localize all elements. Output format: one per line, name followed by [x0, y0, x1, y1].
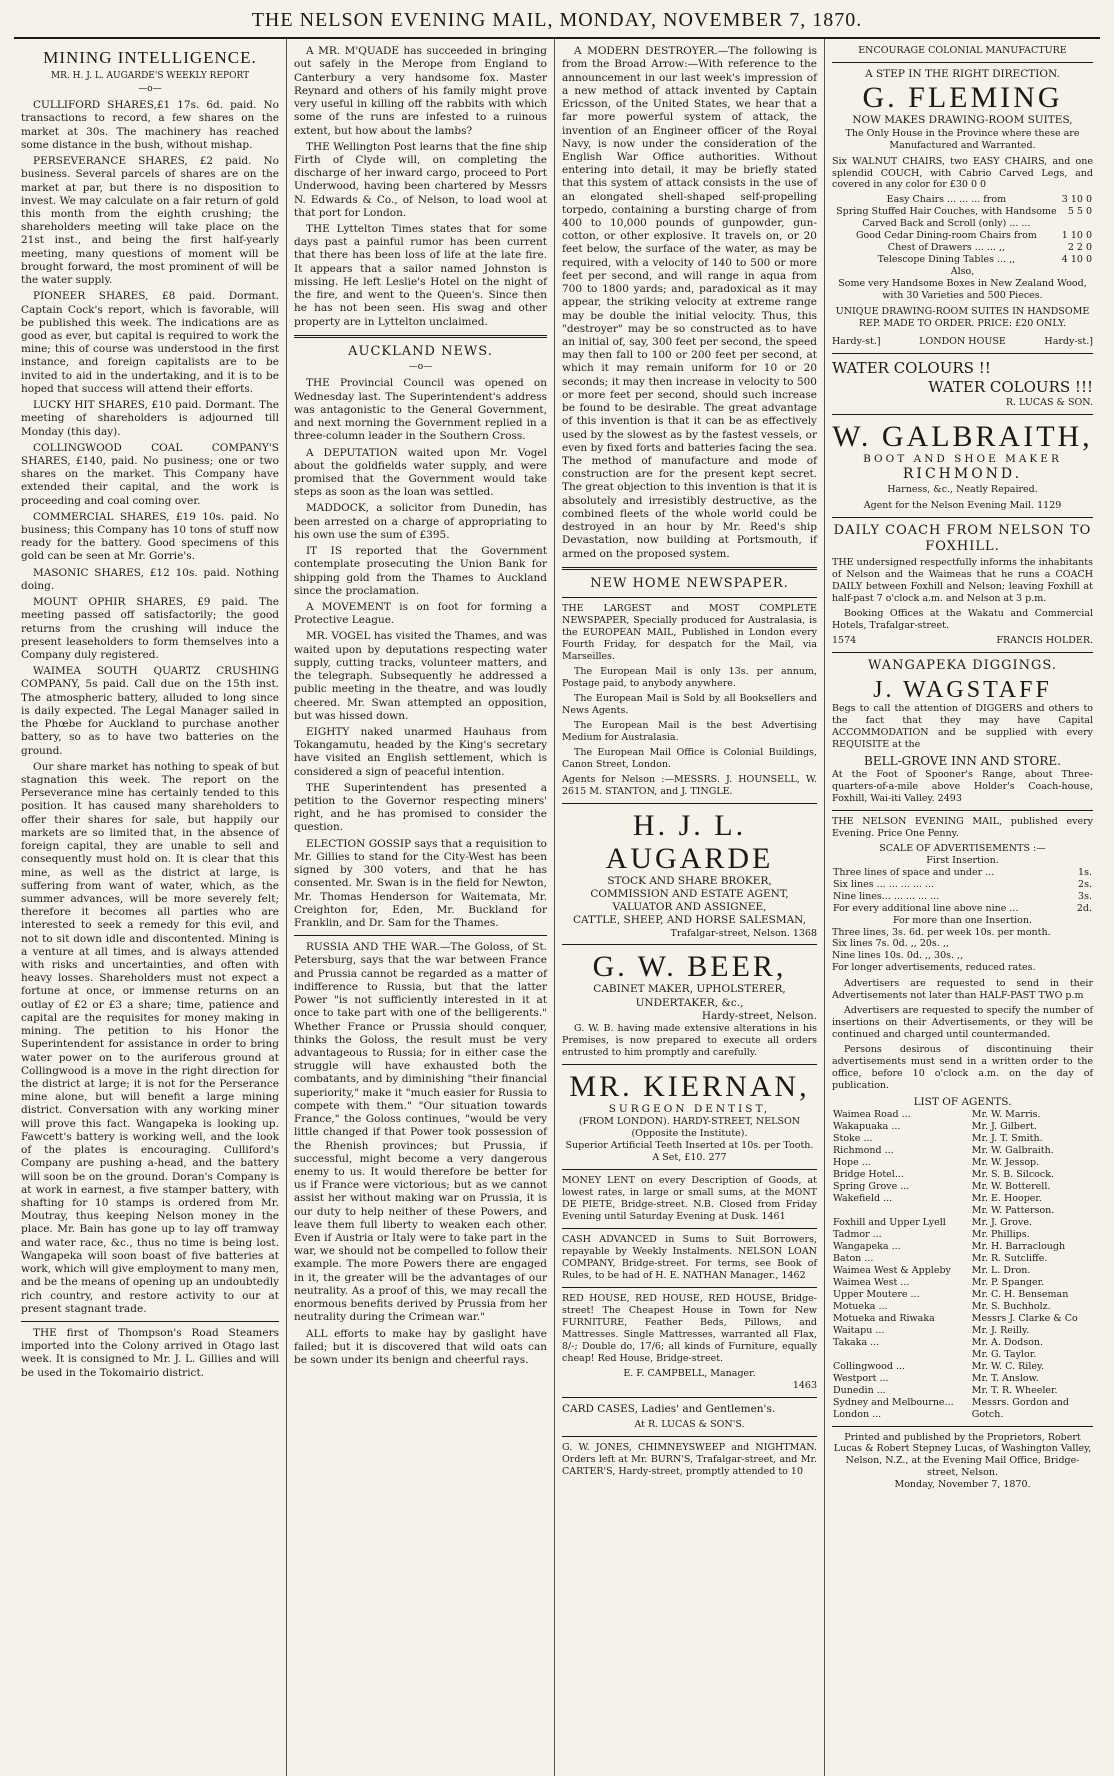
agent-row — [832, 1373, 1093, 1385]
cash-advanced-ad: CASH ADVANCED in Sums to Suit Borrowers, repayable by Weekly Instalments. NELSON LOAN COMPANY, Bridge-street. For terms, see Book of Rules, to be had of H. E. NATHAN Manager., 1462 — [562, 1234, 817, 1281]
column-1 — [14, 39, 286, 1776]
agent-place: Upper Moutere ... — [833, 1288, 920, 1300]
auckland-paragraph: A MOVEMENT is on foot for forming a Protective League. — [294, 600, 547, 627]
mining-paragraph: COMMERCIAL SHARES, £19 10s. paid. No business; this Company has 10 tons of stuff now ready for the battery. Good specimens of this gold can be seen at Mr. Gorrie's. — [21, 510, 279, 563]
agent-place: Motueka ... — [833, 1300, 888, 1312]
agent-name: Mr. T. R. Wheeler. — [971, 1384, 1058, 1396]
mining-paragraph: LUCKY HIT SHARES, £10 paid. Dormant. The meeting of shareholders is adjourned till Monday (this day). — [21, 399, 279, 438]
agent-row — [832, 1301, 1093, 1313]
divider-rule — [562, 1169, 817, 1170]
agent-place: Waitapu ... — [833, 1324, 885, 1336]
price-row: Good Cedar Dining-room Chairs from 1 10 0 — [855, 230, 1092, 242]
divider-rule — [832, 414, 1093, 415]
agent-row — [832, 1385, 1093, 1397]
agent-row — [832, 1313, 1093, 1325]
agent-name: Mr. H. Barraclough — [971, 1240, 1066, 1252]
steamer-paragraph: THE first of Thompson's Road Steamers imported into the Colony arrived in Otago last week. It is consigned to Mr. J. L. Gillies and will be used in the Tokomairio district. — [21, 1326, 279, 1379]
agent-place: Richmond ... — [833, 1145, 894, 1157]
mining-paragraph: MOUNT OPHIR SHARES, £9 paid. The meeting passed off satisfactorily; the good returns from the crushing will induce the present leaseholders to form themselves into a Company duly registered. — [21, 596, 279, 661]
mining-subheading: MR. H. J. L. AUGARDE'S WEEKLY REPORT — [50, 70, 250, 81]
auckland-paragraph: MADDOCK, a solicitor from Dunedin, has been arrested on a charge of appropriating to his own use the sum of £395. — [294, 502, 547, 541]
agents-list: LIST OF AGENTS. Waimea Road ... Mr. W. Marris. Wakapuaka ... Mr. J. Gilbert. Stoke ... Mr. J. T. Smith. Richmond ... Mr. W. Galbraith. Hope ... Mr. W. Jessop. Bridge Hotel... Mr. S. B. Silcock. Spring Grove ... Mr. W. Botterell. Wakefield ... Mr. E. Hooper. Mr. W. Patterson. Foxhill and Upper Lyell Mr. J. Grove. Tadmor ... Mr. Phillips. Wangapeka ... Mr. H. Barraclough Baton ... Mr. R. Sutcliffe. Waimea West & Appleby Mr. L. Dron. Waimea West ... Mr. P. Spanger. Upper Moutere ... Mr. C. H. Benseman Motueka ... Mr. S. Buchholz. Motueka and Riwaka Messrs J. Clarke & Co Waitapu ... Mr. J. Reilly. Takaka ... Mr. A. Dodson. Mr. G. Taylor. Collingwood ... Mr. W. C. Riley. Westport ... Mr. T. Anslow. Dunedin ... Mr. T. R. Wheeler. Sydney and Melbourne... Messrs. Gordon and London ... Gotch. — [832, 1096, 1093, 1420]
divider-rule — [562, 1287, 817, 1288]
divider-rule — [832, 62, 1093, 63]
red-house-ad: RED HOUSE, RED HOUSE, RED HOUSE, Bridge-street! The Cheapest House in Town for New FURNITURE, Feather Beds, Pillows, and Mattresses. Single Mattresses, warranted all Flax, 8/-; Double do, 17/6; all kinds of Furniture, equally cheap! Red House, Bridge-street. E. F. CAMPBELL, Manager. 1463 — [562, 1292, 817, 1391]
agent-place: Foxhill and Upper Lyell — [833, 1217, 946, 1229]
news-paragraph: THE Wellington Post learns that the fine ship Firth of Clyde will, on completing the discharge of her inward cargo, proceed to Port Underwood, having been chartered by Messrs N. Edwards & Co., of Nelson, to load wool at that port for London. — [294, 140, 547, 219]
mining-paragraph: CULLIFORD SHARES,£1 17s. 6d. paid. No transactions to record, a few shares on the market at 30s. The machinery has reached some distance in the bush, without mishap. — [21, 99, 279, 151]
scale-of-advertisements: THE NELSON EVENING MAIL, published every Evening. Price One Penny. SCALE OF ADVERTISEMENTS :— First Insertion. Three lines of space and under ... 1s. Six lines ... ... ... ... ... 2s. Nine lines... ... ... ... ... 3s. For every additional line above nine ... 2d. For more than one Insertion. Three lines, 3s. 6d. per week 10s. per month. Six lines 7s. 0d. ,, 20s. ,, Nine lines 10s. 0d. ,, 30s. ,, For longer advertisements, reduced rates. Advertisers are requested to send in their Advertisements not later than HALF-PAST TWO p.m Advertisers are requested to specify the number of insertions on their Advertisements, or they will be continued and charged until countermanded. Persons desirous of discontinuing their advertisements must send in a written order to the office, before 10 o'clock a.m. on the day of publication. — [832, 815, 1093, 1092]
divider-rule — [562, 1397, 817, 1398]
agent-name: Mr. P. Spanger. — [971, 1276, 1045, 1288]
divider-rule — [832, 1426, 1093, 1427]
mining-divider: —o— — [138, 83, 162, 94]
divider-rule — [21, 1321, 279, 1322]
agent-place: Wangapeka ... — [833, 1240, 901, 1252]
agent-row — [832, 1229, 1093, 1241]
divider-rule — [294, 335, 547, 338]
agent-place: Wakapuaka ... — [833, 1121, 901, 1133]
column-3 — [554, 39, 824, 1776]
auckland-paragraph: THE Provincial Council was opened on Wednesday last. The Superintendent's address was antagonistic to the General Government, and next morning the Government replied in a three-column leader in the Southern Cross. — [294, 377, 547, 443]
masthead: THE NELSON EVENING MAIL, MONDAY, NOVEMBER 7, 1870. — [14, 8, 1100, 39]
agent-row — [832, 1145, 1093, 1157]
divider-rule — [562, 944, 817, 945]
agent-name: Messrs. Gordon and — [971, 1396, 1069, 1408]
price-row: Chest of Drawers ... ... ,, 2 2 0 — [887, 242, 1092, 254]
coach-ad: DAILY COACH FROM NELSON TO FOXHILL. THE undersigned respectfully informs the inhabitants of Nelson and the Waimeas that he runs a COACH DAILY between Foxhill and Nelson; leaving Foxhill at half-past 7 o'clock a.m. and Nelson at 3 p.m. Booking Offices at the Wakatu and Commercial Hotels, Trafalgar-street. 1574 FRANCIS HOLDER. — [832, 522, 1093, 647]
agent-name: Mr. L. Dron. — [971, 1264, 1031, 1276]
agent-row — [832, 1349, 1093, 1361]
newspaper-heading: NEW HOME NEWSPAPER. — [590, 575, 789, 591]
first-insertion-table: Three lines of space and under ... 1s. Six lines ... ... ... ... ... 2s. Nine lines... ... ... ... ... 3s. For every additional line above nine ... 2d. — [833, 866, 1092, 914]
auckland-paragraph: ELECTION GOSSIP says that a requisition to Mr. Gillies to stand for the City-West has been signed by 300 voters, and that he has consented. Mr. Swan is in the field for Newton, Mr. Thomas Henderson for Waitemata, Mr. Creighton for, Eden, Mr. Buckland for Franklin, and Dr. Sam for the Thames. — [294, 837, 547, 930]
agent-place: London ... — [833, 1408, 882, 1420]
agent-row — [832, 1169, 1093, 1181]
divider-rule — [562, 1436, 817, 1437]
agent-row — [832, 1217, 1093, 1229]
agent-name: Mr. E. Hooper. — [971, 1193, 1042, 1205]
agent-name: Mr. W. Patterson. — [971, 1205, 1055, 1217]
mining-paragraph: Our share market has nothing to speak of but stagnation this week. The report on the Perseverance mine has certainly tended to this position. It has caused many shareholders to offer their shares for sale, but happily our markets are so limited that, in the absence of foreign capital, they are unable to sell and consequently must hold on. It is clear that this mine, as well as the district at large, is suffering from want of water, which, as the summer advances, will be more severely felt; therefore it becomes all parties who are interested to seek a remedy for this evil, and not to sit down idle and discontented. Mining is a venture at all times, and is always attended with risks and uncertainties, and often with heavy losses. Shareholders must not expect a fortune at once, or immense returns on an outlay of £2 or £3 a share; time, patience and capital are the requisites for money making in mining. The petition to his Honor the Superintendent for assistance in order to bring water power on to the auriferous ground at Collingwood is a move in the right direction for the district at large; it is not for the Perserance mine alone, but will benefit a large mining district. Conversation with any working miner will prove this fact. Wangapeka is looking up. Fawcett's battery is working well, and the look of the plates is encouraging. Culliford's Company are pushing a-head, and the battery will soon be on the ground. Doran's Company is at work in earnest, a five stamper battery, with shafting for 10 stamps is ordered from Mr. Moutray, thus keeping Nelson money in the place. Mr. Bain has gone up to lay off tramway and water race, &c., thus no time is being lost. Wangapeka will soon boast of five batteries at work, which will give employment to many men, and be the means of opening up an undoubtedly rich country, and restore activity to our at present stagnant trade. — [21, 760, 279, 1315]
agent-place: Hope ... — [833, 1157, 871, 1169]
agents-table — [832, 1109, 1093, 1420]
divider-rule — [294, 935, 547, 936]
agent-name: Mr. W. C. Riley. — [971, 1360, 1045, 1372]
agent-name: Mr. S. Buchholz. — [971, 1300, 1051, 1312]
fleming-ad: A STEP IN THE RIGHT DIRECTION. G. FLEMING NOW MAKES DRAWING-ROOM SUITES, The Only House in the Province where these are Manufactured and Warranted. Six WALNUT CHAIRS, two EASY CHAIRS, and one splendid COUCH, with Cabrio Carved Legs, and covered in any color for £30 0 0 Easy Chairs ... ... ... from 3 10 0 Spring Stuffed Hair Couches, with Handsome Carved Back and Scroll (only) ... ... 5 5 0 Good Cedar Dining-room Chairs from 1 10 0 Chest of Drawers ... ... ,, 2 2 0 Telescope Dining Tables ... ,, 4 10 0 Also, Some very Handsome Boxes in New Zealand Wood, with 30 Varieties and 500 Pieces. UNIQUE DRAWING-ROOM SUITES IN HANDSOME REP. MADE TO ORDER. PRICE: £20 ONLY. Hardy-st.] LONDON HOUSE Hardy-st.] — [832, 68, 1093, 348]
agent-row — [832, 1397, 1093, 1409]
mining-paragraph: PIONEER SHARES, £8 paid. Dormant. Captain Cock's report, which is favorable, will be published this week. The indications are as good as ever, but capital is required to work the mine; this of course was understood in the first instance, and foreign capitalists are to be invited to aid in the undertaking, and it is to be hoped that success will attend their efforts. — [21, 290, 279, 395]
agent-row — [832, 1193, 1093, 1205]
agent-row — [832, 1265, 1093, 1277]
agent-row — [832, 1205, 1093, 1217]
mining-paragraph: COLLINGWOOD COAL COMPANY'S SHARES, £140, paid. No pusiness; one or two shares on the market. This Company have extended their capital, and the work is proceeding and coal coming over. — [21, 441, 279, 507]
agent-row — [832, 1337, 1093, 1349]
agent-name: Mr. A. Dodson. — [971, 1336, 1044, 1348]
agent-place: Stoke ... — [833, 1133, 873, 1145]
divider-rule — [832, 652, 1093, 653]
wangapeka-ad: WANGAPEKA DIGGINGS. J. WAGSTAFF Begs to call the attention of DIGGERS and others to the fact that they may have Capital ACCOMMODATION and be supplied with every REQUISITE at the BELL-GROVE INN AND STORE. At the Foot of Spooner's Range, about Three-quarters-of-a-mile above Holder's Coach-house, Foxhill, Wai-iti Valley. 2493 — [832, 658, 1093, 804]
gaslight-paragraph: ALL efforts to make hay by gaslight have failed; but it is discovered that wild oats can be sown under its benign and cheerful rays. — [294, 1327, 547, 1367]
agent-place: Spring Grove ... — [833, 1181, 910, 1193]
agent-place: Bridge Hotel... — [833, 1169, 904, 1181]
auckland-divider: —o— — [408, 362, 433, 373]
agent-row — [832, 1289, 1093, 1301]
agent-place: Waimea West ... — [833, 1276, 910, 1288]
agent-place: Motueka and Riwaka — [833, 1312, 935, 1324]
mining-heading: MINING INTELLIGENCE. — [43, 48, 257, 68]
auckland-paragraph: A DEPUTATION waited upon Mr. Vogel about the goldfields water supply, and were promised that the Government would take steps as soon as the loan was settled. — [294, 446, 547, 499]
price-row: Spring Stuffed Hair Couches, with Handsome Carved Back and Scroll (only) ... ... 5 5 0 — [836, 206, 1092, 230]
agent-place: Collingwood ... — [833, 1360, 906, 1372]
auckland-heading: AUCKLAND NEWS. — [348, 343, 493, 359]
agent-place: Dunedin ... — [833, 1384, 886, 1396]
divider-rule — [562, 1064, 817, 1065]
agent-name: Mr. W. Marris. — [971, 1109, 1041, 1121]
agent-name: Mr. R. Sutcliffe. — [971, 1252, 1048, 1264]
auckland-paragraph: EIGHTY naked unarmed Hauhaus from Tokangamutu, headed by the King's secretary have visited an English settlement, which is considered a sign of peaceful intention. — [294, 725, 547, 778]
agent-name: Mr. W. Galbraith. — [971, 1145, 1054, 1157]
agent-name: Mr. Phillips. — [971, 1229, 1030, 1240]
destroyer-paragraph: A MODERN DESTROYER.—The following is from the Broad Arrow:—With reference to the announcement in our last week's impression of a new method of attack invented by Captain Ericsson, of the United States, we hear that a far more powerful system of attack, the invention of an Engineer officer of the Royal Navy, is now under the consideration of the English War Office authorities. Without entering into detail, it may be briefly stated that this system of attack consists in the use of an elongated shell-shaped self-propelling torpedo, containing a bursting charge of from 400 to 10,000 pounds of gunpowder, gun-cotton, or other explosive. It travels on, or 20 feet below, the surface of the water, as may be required, with a velocity of 140 to 500 or more feet per second, and will range in aqua from 700 to 1800 yards; and, paradoxical as it may appear, the striking velocity at extreme range may be double the initial velocity. Thus, this "destroyer" may be so constructed as to have an initial of, say, 300 feet per second, the speed may then fall to 100 or 200 feet per second, at which it may remain uniform for 10 or 20 seconds; it may then increase in velocity to 500 or more feet per second, should such increase be found to be desirable. The great advantage of this invention is that it can be as effectively used by the slowest as by the fastest vessels, or even by fixed forts and batteries facing the sea. The method of manufacture and mode of construction are for the present kept secret. The great objection to this invention is that it is absolutely and irresistibly destructive, as the combined fleets of the whole world could be destroyed in an hour by Mr. Reed's ship Devastation, now building at Portsmouth, if armed on the proposed system. — [562, 45, 817, 560]
news-paragraph: THE Lyttelton Times states that for some days past a painful rumor has been current that there has been loss of life at the late fire. It appears that a sailor named Johnston is missing. He left Leslie's Hotel on the night of the fire, and went to the Queen's. Since then he has not been seen. His swag and other property are in Lyttelton unclaimed. — [294, 223, 547, 328]
agent-place: Baton ... — [833, 1252, 874, 1264]
divider-rule — [562, 567, 817, 570]
chimneysweep-ad: G. W. JONES, CHIMNEYSWEEP and NIGHTMAN. Orders left at Mr. BURN'S, Trafalgar-street, and Mr. CARTER'S, Hardy-street, promptly attended to 10 — [562, 1441, 817, 1477]
agent-row — [832, 1409, 1093, 1421]
price-row: Telescope Dining Tables ... ,, 4 10 0 — [877, 254, 1092, 266]
imprint: Printed and published by the Proprietors, Robert Lucas & Robert Stepney Lucas, of Washington Valley, Nelson, N.Z., at the Evening Mail Office, Bridge-street, Nelson. Monday, November 7, 1870. — [833, 1431, 1092, 1491]
russia-paragraph: RUSSIA AND THE WAR.—The Goloss, of St. Petersburg, says that the war between France and Prussia cannot be regarded as a matter of indifference to Russia, but that the latter Power "is not sufficiently interested in it at once to take part with one of the belligerents." Whether France or Prussia should conquer, thinks the Goloss, the result must be very advantageous to Russia; for in either case the struggle will have exhausted both the combatants, and by diminishing "their financial superiority," make it "much easier for Russia to compete with them." "Our situation towards France," the Goloss continues, "would be very little changed if that Power took possession of the Rhenish provinces; but Prussia, if successful, might become a very dangerous enemy to us. It would therefore be better for us if France were victorious; but as we cannot assist her without making war on Prussia, it is our duty to help neither of these Powers, and leave them full liberty to weaken each other. Even if Austria or Italy were to take part in the war, we should not be compelled to follow their example. The more Powers there are engaged in it, the greater will be the advantages of our neutrality. As a proof of this, we may recall the enormous benefits derived by Prussia from her neutrality during the Crimean war." — [294, 941, 547, 1324]
agent-row — [832, 1109, 1093, 1121]
agent-row — [832, 1133, 1093, 1145]
agent-place: Westport ... — [833, 1372, 889, 1384]
agent-name: Mr. G. Taylor. — [971, 1348, 1037, 1360]
mining-paragraph: MASONIC SHARES, £12 10s. paid. Nothing doing. — [21, 566, 279, 592]
card-cases-ad: CARD CASES, Ladies' and Gentlemen's. At R. LUCAS & SON'S. — [562, 1402, 776, 1430]
agent-row — [832, 1121, 1093, 1133]
mining-paragraph: WAIMEA SOUTH QUARTZ CRUSHING COMPANY, 5s paid. Call due on the 15th inst. The atmospheric battery, alluded to long since is daily expected. The Legal Manager sailed in the Phœbe for Auckland to purchase another battery, so as to have two batteries on the ground. — [21, 665, 279, 757]
column-4 — [824, 39, 1100, 1776]
divider-rule — [832, 810, 1093, 811]
agent-place: Wakefield ... — [833, 1193, 893, 1205]
agent-name: Mr. J. Reilly. — [971, 1324, 1030, 1336]
kiernan-ad: MR. KIERNAN, SURGEON DENTIST, (FROM LONDON). HARDY-STREET, NELSON (Opposite the Institute). Superior Artificial Teeth Inserted at 10s. per Tooth. A Set, £10. 277 — [565, 1070, 814, 1164]
agent-name: Gotch. — [971, 1408, 1004, 1420]
european-mail-ad: THE LARGEST and MOST COMPLETE NEWSPAPER, Specially produced for Australasia, is the EUROPEAN MAIL, Published in London every Fourth Friday, for despatch for the Mail, via Marseilles. The European Mail is only 13s. per annum, Postage paid, to anybody anywhere. The European Mail is Sold by all Booksellers and News Agents. The European Mail is the best Advertising Medium for Australasia. The European Mail Office is Colonial Buildings, Canon Street, London. Agents for Nelson :—MESSRS. J. HOUNSELL, W. 2615 M. STANTON, and J. TINGLE. — [562, 603, 817, 797]
agent-place — [832, 1205, 971, 1217]
auckland-paragraph: MR. VOGEL has visited the Thames, and was waited upon by deputations respecting water supply, cutting tracks, volunteer matters, and the telegraph. Subsequently he addressed a public meeting in the theatre, and was loudly cheered. Mr. Swan attempted an opposition, but was hissed down. — [294, 630, 547, 722]
divider-rule — [832, 517, 1093, 518]
news-paragraph: A MR. M'QUADE has succeeded in bringing out safely in the Merope from England to Canterbury a very handsome fox. Master Reynard and others of his family might prove very useful in killing off the rabbits with which some of the runs are infested to a ruinous extent, but how about the lambs? — [294, 45, 547, 137]
agent-name: Mr. W. Jessop. — [971, 1157, 1040, 1169]
agent-row — [832, 1361, 1093, 1373]
agent-place — [832, 1349, 971, 1361]
agent-name: Mr. T. Anslow. — [971, 1372, 1039, 1384]
agent-name: Messrs J. Clarke & Co — [971, 1312, 1078, 1324]
mining-paragraph: PERSEVERANCE SHARES, £2 paid. No business. Several parcels of shares are on the market at par, but there is no disposition to invest. We may calculate on a fair return of gold this month from the eighth crushing; the shareholders meeting will take place on the 21st inst., and being the first half-yearly meeting, many questions of moment will be brought forward, the most prominent of will be the water supply. — [21, 155, 279, 287]
agent-row — [832, 1277, 1093, 1289]
agent-place: Waimea Road ... — [833, 1109, 911, 1121]
columns — [14, 39, 1100, 1776]
price-row: Easy Chairs ... ... ... from 3 10 0 — [886, 194, 1092, 206]
auckland-paragraph: IT IS reported that the Government contemplate prosecuting the Union Bank for shipping gold from the Thames to Auckland since the proclamation. — [294, 545, 547, 597]
agent-row — [832, 1253, 1093, 1265]
agent-row — [832, 1241, 1093, 1253]
water-colours-ad: WATER COLOURS !! WATER COLOURS !!! R. LUCAS & SON. — [832, 359, 1093, 408]
agent-place: Tadmor ... — [833, 1229, 882, 1240]
divider-rule — [832, 353, 1093, 354]
agent-name: Mr. C. H. Benseman — [971, 1288, 1069, 1300]
encourage-banner: ENCOURAGE COLONIAL MANUFACTURE — [858, 45, 1067, 57]
agent-name: Mr. J. Grove. — [971, 1217, 1032, 1229]
beer-ad: G. W. BEER, CABINET MAKER, UPHOLSTERER, UNDERTAKER, &c., Hardy-street, Nelson. G. W. B. having made extensive alterations in his Premises, is now prepared to execute all orders entrusted to him promptly and carefully. — [562, 950, 817, 1059]
agent-name: Mr. J. T. Smith. — [971, 1133, 1043, 1145]
london-house-line: Hardy-st.] LONDON HOUSE Hardy-st.] — [832, 336, 1093, 348]
agent-row — [832, 1325, 1093, 1337]
agent-place: Waimea West & Appleby — [833, 1264, 951, 1276]
agent-row — [832, 1157, 1093, 1169]
money-lent-ad: MONEY LENT on every Description of Goods, at lowest rates, in large or small sums, at the MONT DE PIETE, Bridge-street. N.B. Closed from Friday Evening until Saturday Evening at Dusk. 1461 — [562, 1175, 817, 1223]
augarde-ad: H. J. L. AUGARDE STOCK AND SHARE BROKER, COMMISSION AND ESTATE AGENT, VALUATOR AND ASSIGNEE, CATTLE, SHEEP, AND HORSE SALESMAN, Trafalgar-street, Nelson. 1368 — [572, 808, 817, 939]
divider-rule — [562, 803, 817, 804]
agent-name: Mr. S. B. Silcock. — [971, 1169, 1054, 1181]
auckland-paragraph: THE Superintendent has presented a petition to the Governor respecting miners' right, and he has promised to consider the question. — [294, 781, 547, 834]
galbraith-ad: W. GALBRAITH, BOOT AND SHOE MAKER RICHMOND. Harness, &c., Neatly Repaired. Agent for the Nelson Evening Mail. 1129 — [832, 419, 1093, 511]
agent-name: Mr. W. Botterell. — [971, 1181, 1051, 1193]
agent-row — [832, 1181, 1093, 1193]
agent-place: Takaka ... — [833, 1336, 880, 1348]
divider-rule — [562, 1228, 817, 1229]
divider-rule — [562, 597, 817, 598]
column-2 — [286, 39, 554, 1776]
furniture-price-table — [832, 194, 1093, 266]
agent-place: Sydney and Melbourne... — [833, 1396, 954, 1408]
agent-name: Mr. J. Gilbert. — [971, 1121, 1037, 1133]
